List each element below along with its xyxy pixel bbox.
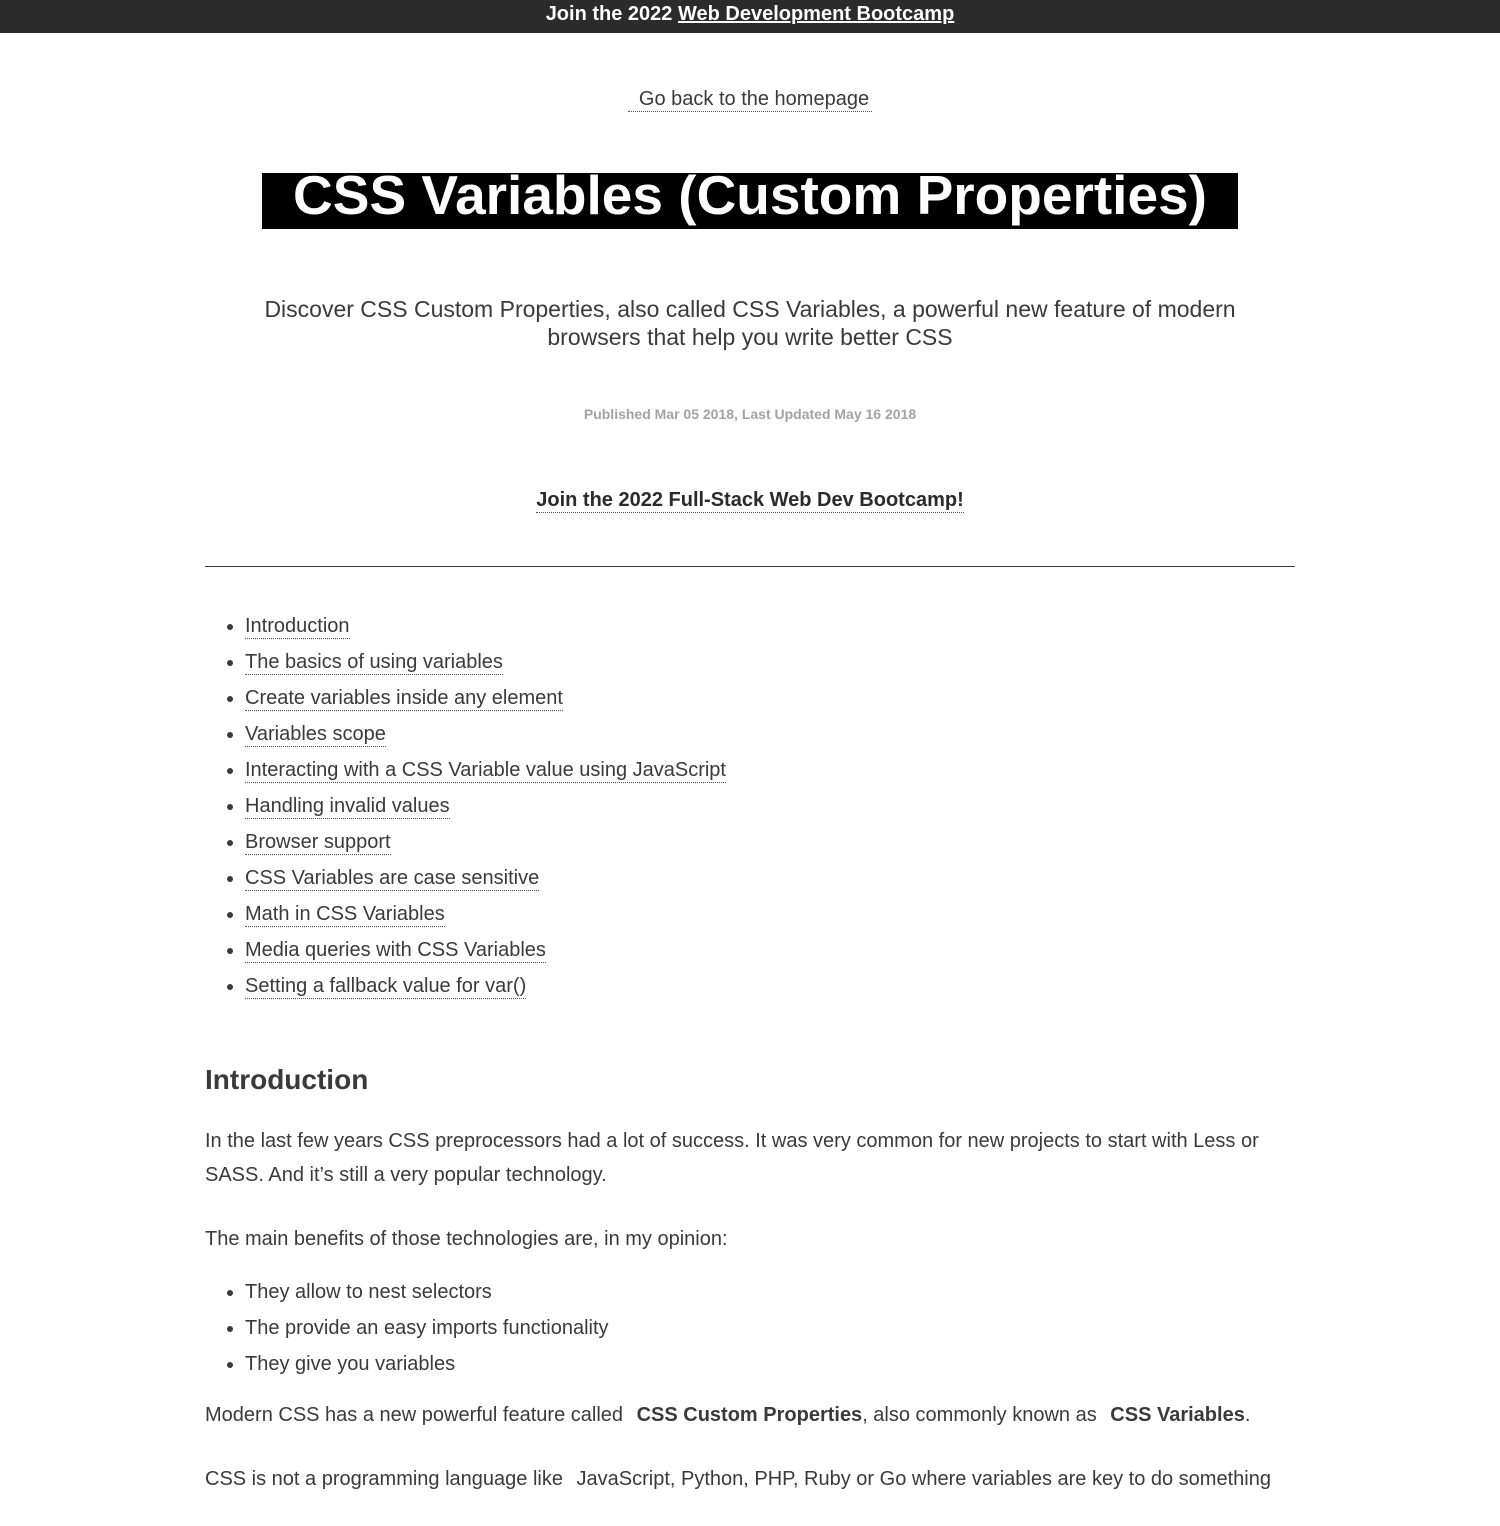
intro-paragraph-2: The main benefits of those technologies are, in my opinion: xyxy=(205,1228,728,1250)
toc-link-basics[interactable]: The basics of using variables xyxy=(245,651,503,673)
toc-item xyxy=(245,896,726,932)
toc-link-case-sensitive[interactable]: CSS Variables are case sensitive xyxy=(245,867,540,889)
toc-item xyxy=(245,644,726,680)
toc-item xyxy=(245,968,726,1004)
toc-link-create-variables[interactable]: Create variables inside any element xyxy=(245,687,563,709)
section-divider xyxy=(205,566,1295,567)
toc-link-fallback[interactable]: Setting a fallback value for var() xyxy=(245,975,527,997)
intro-paragraph-1: In the last few years CSS preprocessors had a lot of success. It was very common for new projects to start with Less or SASS. And it’s still a very popular technology. xyxy=(205,1130,1259,1186)
back-link-container xyxy=(0,88,1500,111)
banner-prefix: Join the 2022 xyxy=(545,3,678,25)
term-javascript: JavaScript xyxy=(576,1468,670,1490)
page-subtitle: Discover CSS Custom Properties, also called CSS Variables, a powerful new feature of modern browsers that help you write better CSS xyxy=(264,296,1236,350)
intro-paragraph-4 xyxy=(205,1462,1295,1496)
toc-item xyxy=(245,824,726,860)
back-to-homepage-link[interactable]: Go back to the homepage xyxy=(628,88,872,112)
toc-link-javascript[interactable]: Interacting with a CSS Variable value using JavaScript xyxy=(245,759,726,781)
intro-paragraph-3 xyxy=(205,1398,1295,1432)
toc-link-browser-support[interactable]: Browser support xyxy=(245,831,391,853)
p3-text-a: Modern CSS has a new powerful feature called xyxy=(205,1404,629,1426)
toc-item xyxy=(245,608,726,644)
article-content xyxy=(205,1060,1295,1526)
benefits-list xyxy=(205,1274,1295,1382)
bootcamp-cta-link[interactable]: Join the 2022 Full-Stack Web Dev Bootcamp! xyxy=(536,489,964,511)
p4-text-c: , Python, PHP, Ruby or Go where variables are key to do something xyxy=(669,1468,1271,1490)
term-css-custom-properties: CSS Custom Properties xyxy=(636,1404,863,1426)
p3-text-e: . xyxy=(1244,1404,1251,1426)
toc-link-media-queries[interactable]: Media queries with CSS Variables xyxy=(245,939,546,961)
title-block xyxy=(262,164,1238,229)
toc-item xyxy=(245,860,726,896)
list-item: • The provide an easy imports functionality xyxy=(245,1310,1295,1346)
toc-link-scope[interactable]: Variables scope xyxy=(245,723,386,745)
toc-item xyxy=(245,680,726,716)
bootcamp-cta xyxy=(0,489,1500,512)
publish-dates: Published Mar 05 2018, Last Updated May 16 2018 xyxy=(583,406,917,422)
toc-item xyxy=(245,788,726,824)
list-item: • They allow to nest selectors xyxy=(245,1274,1295,1310)
toc-item xyxy=(245,716,726,752)
banner-bootcamp-link[interactable]: Web Development Bootcamp xyxy=(677,3,955,25)
list-item: • They give you variables xyxy=(245,1346,1295,1382)
page-title: CSS Variables (Custom Properties) xyxy=(293,164,1207,226)
toc-link-introduction[interactable]: Introduction xyxy=(245,615,350,637)
promo-banner xyxy=(0,0,1500,33)
table-of-contents xyxy=(205,608,726,1004)
p4-text-a: CSS is not a programming language like xyxy=(205,1468,569,1490)
toc-item xyxy=(245,752,726,788)
toc-item xyxy=(245,932,726,968)
section-heading-introduction: Introduction xyxy=(205,1064,369,1095)
toc-link-invalid-values[interactable]: Handling invalid values xyxy=(245,795,450,817)
toc-link-math[interactable]: Math in CSS Variables xyxy=(245,903,445,925)
term-css-variables: CSS Variables xyxy=(1110,1404,1245,1426)
p3-text-c: , also commonly known as xyxy=(862,1404,1103,1426)
